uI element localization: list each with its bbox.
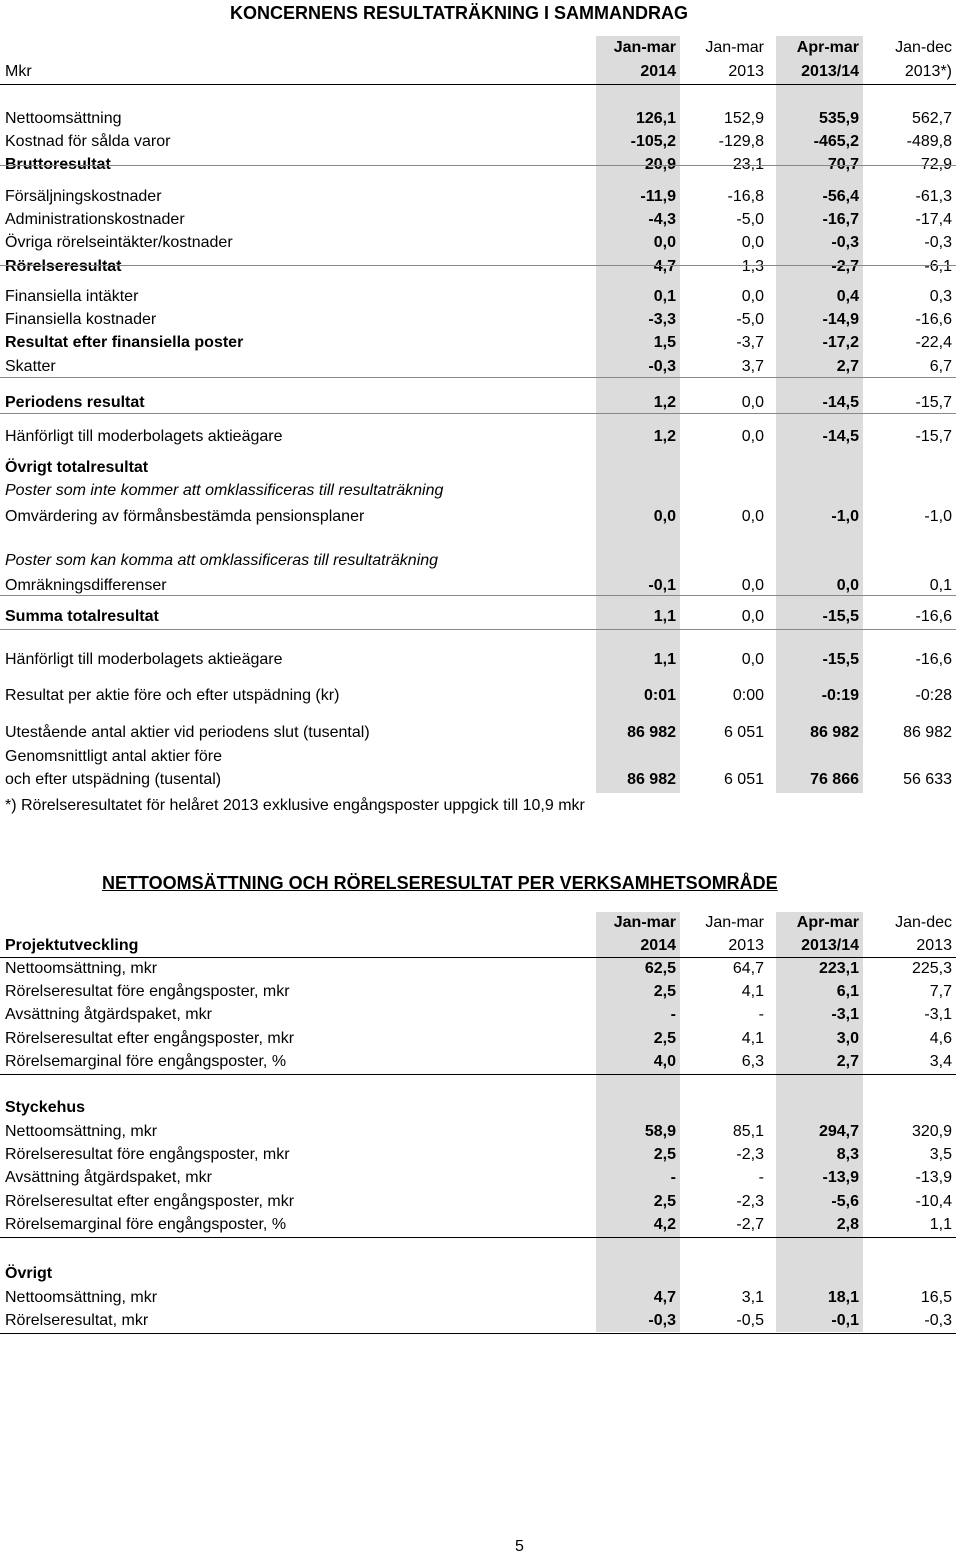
row-label: Omvärdering av förmånsbestämda pensionsplaner <box>5 508 365 525</box>
cell-value: 86 982 <box>903 724 952 741</box>
cell-value: 0,0 <box>741 608 764 625</box>
cell-value: -2,3 <box>736 1193 764 1210</box>
cell-value: 62,5 <box>644 960 676 977</box>
cell-value: - <box>670 1006 676 1023</box>
table-row <box>0 1287 960 1309</box>
cell-value: 2,5 <box>653 1193 676 1210</box>
row-label: Övriga rörelseintäkter/kostnader <box>5 234 233 251</box>
table-row <box>0 209 960 231</box>
cell-value: -15,7 <box>915 394 952 411</box>
table-row <box>0 286 960 308</box>
cell-value: 2,8 <box>836 1216 859 1233</box>
row-label: Hänförligt till moderbolagets aktieägare <box>5 428 283 445</box>
cell-value: -2,7 <box>831 258 859 275</box>
cell-value: 70,7 <box>827 156 859 173</box>
cell-value: 72,9 <box>920 156 952 173</box>
row-label: Omräkningsdifferenser <box>5 577 167 594</box>
row-label: Rörelseresultat före engångsposter, mkr <box>5 983 290 1000</box>
row-divider <box>0 265 956 266</box>
row-label: Genomsnittligt antal aktier före <box>5 748 222 765</box>
cell-value: -0,1 <box>831 1312 859 1329</box>
row-divider <box>0 165 956 166</box>
table-row <box>0 1167 960 1189</box>
cell-value: 1,3 <box>741 258 764 275</box>
col-header: 2013/14 <box>801 937 859 954</box>
row-label: Finansiella intäkter <box>5 288 139 305</box>
cell-value: 4,2 <box>653 1216 676 1233</box>
cell-value: 3,5 <box>929 1146 952 1163</box>
row-label: Rörelseresultat efter engångsposter, mkr <box>5 1193 295 1210</box>
cell-value: -0,5 <box>736 1312 764 1329</box>
cell-value: -22,4 <box>915 334 952 351</box>
row-divider <box>0 377 956 378</box>
table-row <box>0 958 960 980</box>
cell-value: -3,3 <box>648 311 676 328</box>
row-label: Administrationskostnader <box>5 211 185 228</box>
table-row <box>0 1051 960 1073</box>
cell-value: 0,0 <box>836 577 859 594</box>
row-label: Finansiella kostnader <box>5 311 157 328</box>
cell-value: -5,0 <box>736 311 764 328</box>
cell-value: -3,7 <box>736 334 764 351</box>
cell-value: 0,0 <box>653 234 676 251</box>
cell-value: 126,1 <box>635 110 676 127</box>
row-label: Resultat per aktie före och efter utspädning (kr) <box>5 687 340 704</box>
cell-value: -0,3 <box>648 1312 676 1329</box>
group-title: Övrigt <box>5 1265 53 1282</box>
col-header: 2013 <box>728 63 764 80</box>
col-header: Jan-dec <box>895 914 952 931</box>
row-label: Bruttoresultat <box>5 156 111 173</box>
col-header: Jan-mar <box>613 39 676 56</box>
cell-value: 152,9 <box>723 110 764 127</box>
cell-value: -17,4 <box>915 211 952 228</box>
cell-value: 4,7 <box>653 1289 676 1306</box>
group-header <box>0 1097 960 1119</box>
row-label: Övrigt totalresultat <box>5 459 149 476</box>
cell-value: 3,0 <box>836 1030 859 1047</box>
table-row <box>0 457 960 479</box>
row-label: Rörelsemarginal före engångsposter, % <box>5 1053 287 1070</box>
table-row <box>0 426 960 448</box>
cell-value: 6 051 <box>723 771 764 788</box>
table-row <box>0 606 960 628</box>
cell-value: 1,1 <box>929 1216 952 1233</box>
cell-value: 4,7 <box>653 258 676 275</box>
row-label: Nettoomsättning, mkr <box>5 1123 158 1140</box>
group-header <box>0 1263 960 1285</box>
row-label: Poster som inte kommer att omklassificeras till resultaträkning <box>5 482 444 499</box>
table-row <box>0 256 960 278</box>
row-divider <box>0 413 956 414</box>
cell-value: 0:00 <box>732 687 764 704</box>
s2-header-line1 <box>0 912 960 934</box>
row-label: Rörelseresultat före engångsposter, mkr <box>5 1146 290 1163</box>
cell-value: 4,1 <box>741 1030 764 1047</box>
cell-value: -2,3 <box>736 1146 764 1163</box>
table-row <box>0 769 960 791</box>
cell-value: 0,0 <box>741 394 764 411</box>
row-label: Resultat efter finansiella poster <box>5 334 244 351</box>
col-header: 2014 <box>640 937 676 954</box>
col-header: 2014 <box>640 63 676 80</box>
row-label: Poster som kan komma att omklassificeras till resultaträkning <box>5 552 439 569</box>
table-row <box>0 1191 960 1213</box>
table-row <box>0 332 960 354</box>
cell-value: -2,7 <box>736 1216 764 1233</box>
cell-value: -1,0 <box>924 508 952 525</box>
cell-value: -14,9 <box>822 311 859 328</box>
table-row <box>0 575 960 597</box>
cell-value: 0,0 <box>741 508 764 525</box>
table-row <box>0 1310 960 1332</box>
col-header: 2013 <box>728 937 764 954</box>
cell-value: 6 051 <box>723 724 764 741</box>
table-row <box>0 232 960 254</box>
cell-value: 0,1 <box>929 577 952 594</box>
cell-value: -14,5 <box>822 394 859 411</box>
cell-value: -17,2 <box>822 334 859 351</box>
cell-value: -0,1 <box>648 577 676 594</box>
cell-value: 20,9 <box>644 156 676 173</box>
cell-value: -15,7 <box>915 428 952 445</box>
col-header: Jan-dec <box>895 39 952 56</box>
cell-value: -105,2 <box>630 133 676 150</box>
table-row <box>0 722 960 744</box>
row-label: Nettoomsättning <box>5 110 122 127</box>
cell-value: -0,3 <box>648 358 676 375</box>
cell-value: 86 982 <box>627 724 676 741</box>
cell-value: 0,4 <box>836 288 859 305</box>
cell-value: 0,3 <box>929 288 952 305</box>
footnote: *) Rörelseresultatet för helåret 2013 exklusive engångsposter uppgick till 10,9 mkr <box>5 797 585 814</box>
row-label: Summa totalresultat <box>5 608 159 625</box>
cell-value: 8,3 <box>836 1146 859 1163</box>
group-title: Styckehus <box>5 1099 86 1116</box>
table-row <box>0 1121 960 1143</box>
cell-value: 0,1 <box>653 288 676 305</box>
row-divider <box>0 595 956 596</box>
group-divider <box>0 1333 956 1334</box>
table-row <box>0 356 960 378</box>
cell-value: 0,0 <box>741 428 764 445</box>
cell-value: 562,7 <box>911 110 952 127</box>
table-row <box>0 1028 960 1050</box>
row-label: Avsättning åtgärdspaket, mkr <box>5 1169 212 1186</box>
col-header: Apr-mar <box>796 39 859 56</box>
cell-value: -5,0 <box>736 211 764 228</box>
cell-value: 2,7 <box>836 1053 859 1070</box>
cell-value: -465,2 <box>813 133 859 150</box>
section2-title: NETTOOMSÄTTNING OCH RÖRELSERESULTAT PER VERKSAMHETSOMRÅDE <box>102 873 778 893</box>
cell-value: 64,7 <box>732 960 764 977</box>
cell-value: 6,7 <box>929 358 952 375</box>
group-divider <box>0 1237 956 1238</box>
cell-value: -11,9 <box>640 188 676 205</box>
cell-value: - <box>758 1006 764 1023</box>
cell-value: 3,1 <box>741 1289 764 1306</box>
cell-value: -4,3 <box>648 211 676 228</box>
cell-value: 16,5 <box>920 1289 952 1306</box>
cell-value: -15,5 <box>822 608 859 625</box>
cell-value: 0,0 <box>653 508 676 525</box>
cell-value: 56 633 <box>903 771 952 788</box>
cell-value: -1,0 <box>831 508 859 525</box>
row-label: Avsättning åtgärdspaket, mkr <box>5 1006 212 1023</box>
cell-value: 2,5 <box>653 983 676 1000</box>
cell-value: -5,6 <box>831 1193 859 1210</box>
cell-value: 4,6 <box>929 1030 952 1047</box>
table-row <box>0 186 960 208</box>
cell-value: 86 982 <box>810 724 859 741</box>
table-row <box>0 981 960 1003</box>
row-divider <box>0 629 956 630</box>
cell-value: 3,7 <box>741 358 764 375</box>
cell-value: -16,6 <box>915 608 952 625</box>
cell-value: 2,7 <box>836 358 859 375</box>
table-row <box>0 480 960 502</box>
cell-value: -0:19 <box>821 687 859 704</box>
row-label: Periodens resultat <box>5 394 145 411</box>
cell-value: 1,1 <box>653 651 676 668</box>
page-number: 5 <box>515 1538 524 1555</box>
cell-value: -16,6 <box>915 311 952 328</box>
row-label: Hänförligt till moderbolagets aktieägare <box>5 651 283 668</box>
cell-value: -3,1 <box>831 1006 859 1023</box>
unit-label: Mkr <box>5 63 32 80</box>
header-divider <box>0 84 956 85</box>
cell-value: 225,3 <box>911 960 952 977</box>
cell-value: 2,5 <box>653 1030 676 1047</box>
row-label: Rörelseresultat, mkr <box>5 1312 149 1329</box>
col-header: Apr-mar <box>796 914 859 931</box>
group-title: Projektutveckling <box>5 937 139 954</box>
s1-header-line1 <box>0 37 960 59</box>
cell-value: -0,3 <box>924 1312 952 1329</box>
row-label: Försäljningskostnader <box>5 188 162 205</box>
table-row <box>0 649 960 671</box>
cell-value: 3,4 <box>929 1053 952 1070</box>
cell-value: -0,3 <box>831 234 859 251</box>
col-header: 2013*) <box>904 63 952 80</box>
cell-value: 18,1 <box>827 1289 859 1306</box>
table-row <box>0 1214 960 1236</box>
cell-value: 1,2 <box>653 394 676 411</box>
col-header: Jan-mar <box>705 914 764 931</box>
cell-value: 1,5 <box>653 334 676 351</box>
col-header: Jan-mar <box>613 914 676 931</box>
table-row <box>0 506 960 528</box>
table-row <box>0 309 960 331</box>
row-label: Rörelseresultat efter engångsposter, mkr <box>5 1030 295 1047</box>
cell-value: 1,2 <box>653 428 676 445</box>
cell-value: -0:28 <box>915 687 952 704</box>
cell-value: 294,7 <box>818 1123 859 1140</box>
cell-value: 58,9 <box>644 1123 676 1140</box>
cell-value: -16,8 <box>727 188 764 205</box>
table-row <box>0 131 960 153</box>
cell-value: 0,0 <box>741 577 764 594</box>
cell-value: 223,1 <box>818 960 859 977</box>
row-label: och efter utspädning (tusental) <box>5 771 222 788</box>
cell-value: 2,5 <box>653 1146 676 1163</box>
cell-value: - <box>758 1169 764 1186</box>
row-label: Rörelsemarginal före engångsposter, % <box>5 1216 287 1233</box>
table-row <box>0 550 960 572</box>
cell-value: -16,7 <box>822 211 859 228</box>
table-row <box>0 746 960 768</box>
col-header: 2013 <box>916 937 952 954</box>
cell-value: 0,0 <box>741 651 764 668</box>
cell-value: 76 866 <box>810 771 859 788</box>
cell-value: -13,9 <box>822 1169 859 1186</box>
cell-value: -6,1 <box>924 258 952 275</box>
cell-value: 86 982 <box>627 771 676 788</box>
table-row <box>0 392 960 414</box>
table-row <box>0 108 960 130</box>
cell-value: 535,9 <box>818 110 859 127</box>
s2-header-line2 <box>0 935 960 957</box>
cell-value: 0:01 <box>643 687 676 704</box>
cell-value: 23,1 <box>732 156 764 173</box>
table-row <box>0 685 960 707</box>
col-header: 2013/14 <box>801 63 859 80</box>
section1-title: KONCERNENS RESULTATRÄKNING I SAMMANDRAG <box>230 3 688 23</box>
cell-value: -0,3 <box>924 234 952 251</box>
cell-value: 320,9 <box>911 1123 952 1140</box>
cell-value: -14,5 <box>822 428 859 445</box>
cell-value: 0,0 <box>741 288 764 305</box>
cell-value: 4,0 <box>653 1053 676 1070</box>
cell-value: - <box>670 1169 676 1186</box>
group-divider <box>0 1074 956 1075</box>
cell-value: -15,5 <box>822 651 859 668</box>
row-label: Utestående antal aktier vid periodens slut (tusental) <box>5 724 370 741</box>
cell-value: 6,1 <box>836 983 859 1000</box>
row-label: Rörelseresultat <box>5 258 122 275</box>
cell-value: 85,1 <box>732 1123 764 1140</box>
cell-value: -3,1 <box>924 1006 952 1023</box>
cell-value: 7,7 <box>929 983 952 1000</box>
s1-header-line2 <box>0 61 960 83</box>
cell-value: -129,8 <box>718 133 764 150</box>
cell-value: 1,1 <box>653 608 676 625</box>
row-label: Nettoomsättning, mkr <box>5 1289 158 1306</box>
cell-value: 6,3 <box>741 1053 764 1070</box>
row-label: Skatter <box>5 358 56 375</box>
table-row <box>0 1004 960 1026</box>
cell-value: 0,0 <box>741 234 764 251</box>
cell-value: -61,3 <box>915 188 952 205</box>
cell-value: -489,8 <box>906 133 952 150</box>
table-row <box>0 1144 960 1166</box>
col-header: Jan-mar <box>705 39 764 56</box>
cell-value: 4,1 <box>741 983 764 1000</box>
row-label: Kostnad för sålda varor <box>5 133 171 150</box>
cell-value: -16,6 <box>915 651 952 668</box>
cell-value: -13,9 <box>915 1169 952 1186</box>
cell-value: -56,4 <box>822 188 859 205</box>
row-label: Nettoomsättning, mkr <box>5 960 158 977</box>
cell-value: -10,4 <box>915 1193 952 1210</box>
